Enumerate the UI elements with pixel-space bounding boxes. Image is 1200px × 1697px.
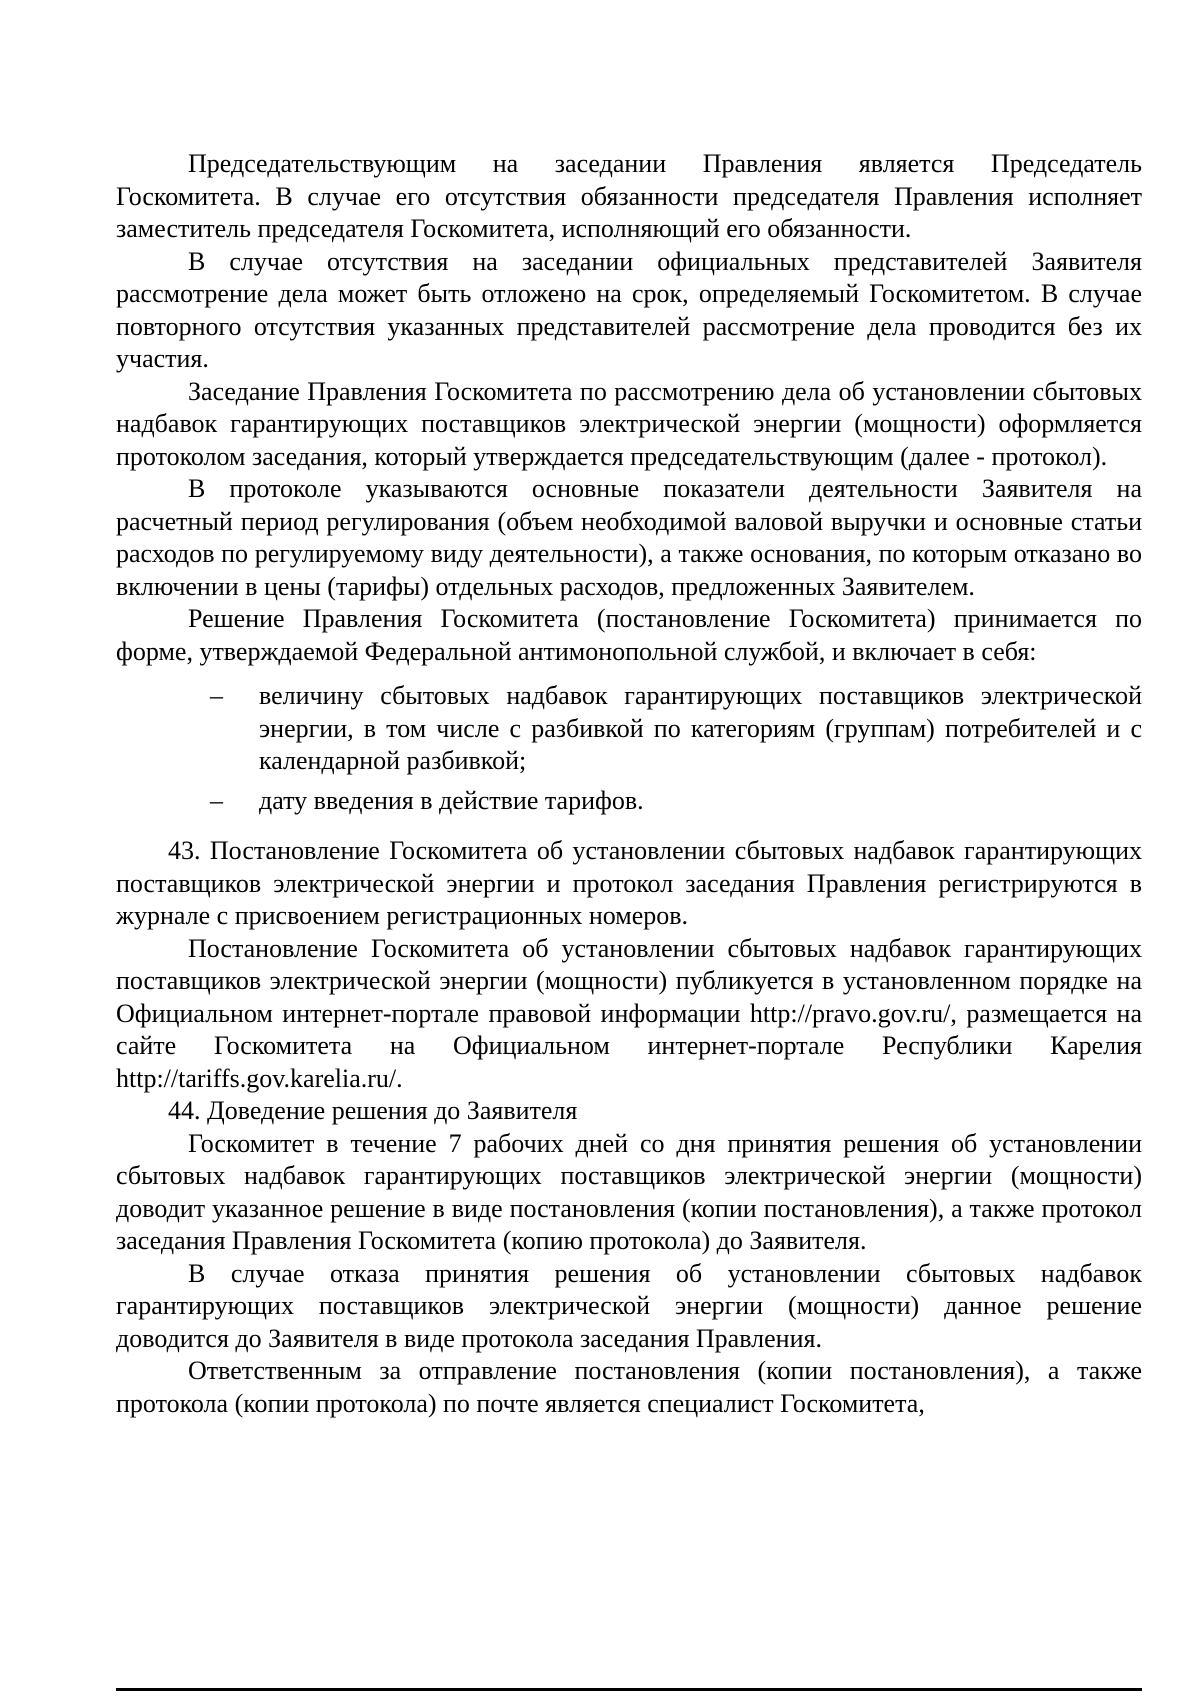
list-item-text: дату введения в действие тарифов.	[259, 785, 644, 815]
section-43-number: 43.	[168, 836, 201, 865]
paragraph-publication: Постановление Госкомитета об установлении сбытовых надбавок гарантирующих поставщиков электрической энергии (мощности) публикуется в установленном порядке на Официальном интернет-портале правовой информации http://pravo.gov.ru/, размещается на сайте Госкомитета на Официальном интернет-портале Республики Карелия http://tariffs.gov.karelia.ru/.	[116, 933, 1142, 1093]
paragraph-absence: В случае отсутствия на заседании официальных представителей Заявителя рассмотрение дела может быть отложено на срок, определяемый Госкомитетом. В случае повторного отсутствия указанных представителей рассмотрение дела проводится без их участия.	[116, 246, 1142, 373]
paragraph-protocol-contents: В протоколе указываются основные показатели деятельности Заявителя на расчетный период регулирования (объем необходимой валовой выручки и основные статьи расходов по регулируемому виду деятельности), а также основания, по которым отказано во включении в цены (тарифы) отдельных расходов, предложенных Заявителем.	[116, 474, 1142, 601]
list-dash: –	[210, 681, 223, 710]
list-dash: –	[210, 785, 223, 815]
document-page	[116, 148, 1142, 1420]
list-item	[116, 680, 1142, 778]
paragraph-decision: Решение Правления Госкомитета (постановление Госкомитета) принимается по форме, утверждаемой Федеральной антимонопольной службой, и включает в себя:	[116, 604, 1142, 666]
section-43-text: Постановление Госкомитета об установлении сбытовых надбавок гарантирующих поставщиков электрической энергии и протокол заседания Правления регистрируются в журнале с присвоением регистрационных номеров.	[116, 836, 1143, 930]
list-item-text: величину сбытовых надбавок гарантирующих поставщиков электрической энергии, в том числе с разбивкой по категориям (группам) потребителей и с календарной разбивкой;	[259, 681, 1142, 775]
paragraph-chairman: Председательствующим на заседании Правления является Председатель Госкомитета. В случае его отсутствия обязанности председателя Правления исполняет заместитель председателя Госкомитета, исполняющий его обязанности.	[116, 149, 1142, 243]
paragraph-meeting-protocol: Заседание Правления Госкомитета по рассмотрению дела об установлении сбытовых надбавок гарантирующих поставщиков электрической энергии (мощности) оформляется протоколом заседания, который утверждается председательствующим (далее - протокол).	[116, 376, 1142, 471]
decision-contents-list	[116, 680, 1142, 817]
section-44-number: 44.	[168, 1096, 201, 1125]
section-43	[116, 835, 1142, 933]
paragraph-notify: Госкомитет в течение 7 рабочих дней со дня принятия решения об установлении сбытовых надбавок гарантирующих поставщиков электрической энергии (мощности) доводит указанное решение в виде постановления (копии постановления), а также протокол заседания Правления Госкомитета (копию протокола) до Заявителя.	[116, 1128, 1142, 1255]
list-item	[116, 785, 1142, 818]
paragraph-responsible: Ответственным за отправление постановления (копии постановления), а также протокола (копии протокола) по почте является специалист Госкомитета,	[116, 1356, 1142, 1418]
section-44-title: Доведение решения до Заявителя	[207, 1096, 578, 1125]
footer-divider	[116, 1688, 1142, 1691]
section-44-heading	[116, 1095, 1142, 1128]
paragraph-refusal: В случае отказа принятия решения об установлении сбытовых надбавок гарантирующих поставщиков электрической энергии (мощности) данное решение доводится до Заявителя в виде протокола заседания Правления.	[116, 1258, 1142, 1353]
